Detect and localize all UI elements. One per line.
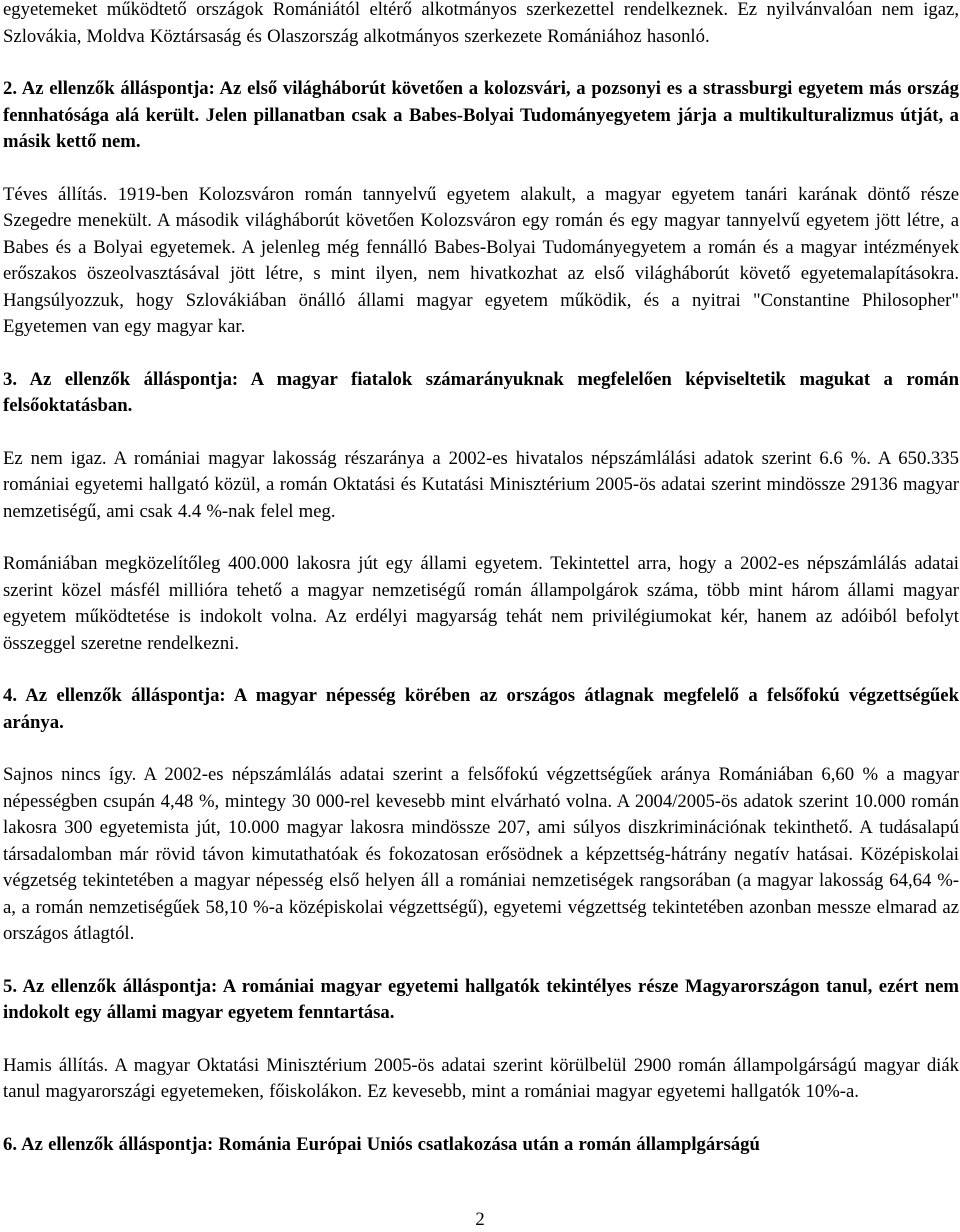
paragraph-gap	[3, 420, 959, 446]
paragraph-response-3b: Romániában megközelítőleg 400.000 lakosra jút egy állami egyetem. Tekintettel arra, hogy a 2002-es népszámlálás adatai szerint közel másfél millióra tehető a magyar nemzetiségű román állampolgárok száma, több mint három állami magyar egyetem működtetése is indokolt volna. Az erdélyi magyarság tehát nem privilégiumokat kér, hanem az adóiból befolyt összeggel szeretne rendelkezni.	[3, 553, 959, 654]
heading-opposition-point-2: 2. Az ellenzők álláspontja: Az első világháborút követően a kolozsvári, a pozsonyi es a strassburgi egyetem más ország fennhatósága alá került. Jelen pillanatban csak a Babes-Bolyai Tudományegyetem járja a multikulturalizmus útját, a másik kettő nem.	[3, 78, 959, 152]
paragraph-response-2: Téves állítás. 1919-ben Kolozsváron román tannyelvű egyetem alakult, a magyar egyetem tanári karának döntő része Szegedre menekült. A második világháborút követően Kolozsváron egy román és egy magyar tannyelvű egyetem jött létre, a Babes és a Bolyai egyetemek. A jelenleg még fennálló Babes-Bolyai Tudományegyetem a román és a magyar intézmények erőszakos öszeolvasztásával jött létre, s mint ilyen, nem hivatkozhat az első világháborút követő egyetemalapításokra. Hangsúlyozzuk, hogy Szlovákiában önálló állami magyar egyetem működik, és a nyitrai "Constantine Philosopher" Egyetemen van egy magyar kar.	[3, 183, 959, 337]
paragraph-gap	[3, 50, 959, 76]
paragraph-gap	[3, 525, 959, 551]
page-number: 2	[475, 1209, 485, 1230]
paragraph-response-5: Hamis állítás. A magyar Oktatási Minisztérium 2005-ös adatai szerint körülbelül 2900 román állampolgárságú magyar diák tanul magyarországi egyetemeken, főiskolákon. Ez kevesebb, mint a romániai magyar egyetemi hallgatók 10%-a.	[3, 1054, 959, 1102]
paragraph-gap	[3, 948, 959, 974]
paragraph-gap	[3, 1106, 959, 1132]
paragraph-intro-continued: egyetemeket működtető országok Romániától eltérő alkotmányos szerkezettel rendelkeznek. Ez nyilvánvalóan nem igaz, Szlovákia, Moldva Köztársaság és Olaszország alkotmányos szerkezete Romániához hasonló.	[3, 0, 959, 47]
paragraph-gap	[3, 1027, 959, 1053]
paragraph-gap	[3, 156, 959, 182]
paragraph-gap	[3, 657, 959, 683]
paragraph-response-3a: Ez nem igaz. A romániai magyar lakosság részaránya a 2002-es hivatalos népszámlálási adatok szerint 6.6 %. A 650.335 romániai egyetemi hallgató közül, a román Oktatási és Kutatási Minisztérium 2005-ös adatai szerint mindössze 29136 magyar nemzetiségű, ami csak 4.4 %-nak felel meg.	[3, 447, 959, 522]
paragraph-gap	[3, 736, 959, 762]
heading-opposition-point-6: 6. Az ellenzők álláspontja: Románia Európai Uniós csatlakozása után a román államplgárságú	[3, 1133, 760, 1155]
paragraph-gap	[3, 341, 959, 367]
paragraph-response-4: Sajnos nincs így. A 2002-es népszámlálás adatai szerint a felsőfokú végzettségűek aránya Romániában 6,60 % a magyar népességben csupán 4,48 %, mintegy 30 000-rel kevesebb mint elvárható volna. A 2004/2005-ös adatok szerint 10.000 román lakosra 300 egyetemista jút, 10.000 magyar lakosra mindössze 207, ami súlyos diszkriminációnak tekinthető. A tudásalapú társadalomban már rövid távon kimutathatóak és fokozatosan erősödnek a képzettség-hátrány negatív hatásai. Középiskolai végzetség tekintetében a magyar népesség első helyen áll a romániai nemzetiségek rangsorában (a magyar lakosság 64,64 %-a, a román nemzetiségűek 58,10 %-a középiskolai végzettségű), egyetemi végzettség tekintetében azonban messze elmarad az országos átlagtól.	[3, 764, 959, 944]
heading-opposition-point-5: 5. Az ellenzők álláspontja: A romániai magyar egyetemi hallgatók tekintélyes része Magyarországon tanul, ezért nem indokolt egy állami magyar egyetem fenntartása.	[3, 975, 959, 1023]
heading-opposition-point-3: 3. Az ellenzők álláspontja: A magyar fiatalok számarányuknak megfelelően képviseltetik magukat a román felsőoktatásban.	[3, 368, 959, 416]
heading-opposition-point-4: 4. Az ellenzők álláspontja: A magyar népesség körében az országos átlagnak megfelelő a felsőfokú végzettségűek aránya.	[3, 685, 959, 733]
